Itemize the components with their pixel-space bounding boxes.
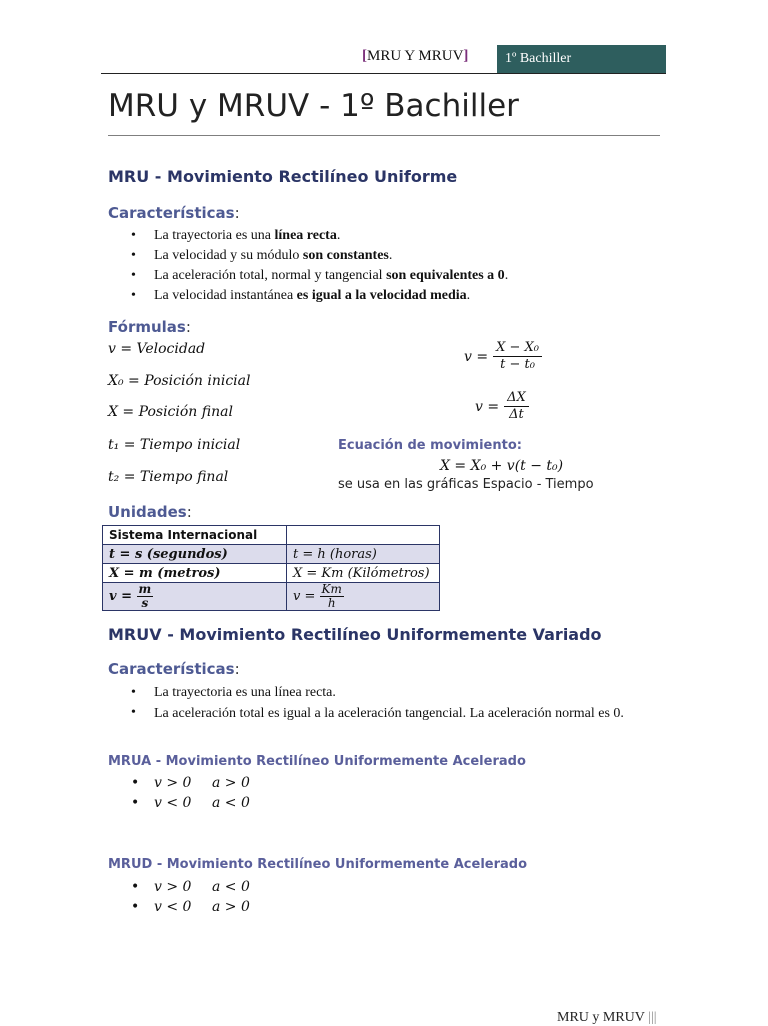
list-item: • v > 0 a < 0 bbox=[108, 877, 508, 897]
table-cell: v = $\frac{Km}{h}$ bbox=[287, 583, 440, 611]
page-footer: MRU y MRUV ||| bbox=[557, 1010, 657, 1025]
list-item: • La aceleración total, normal y tangencial son equivalentes a 0. bbox=[108, 266, 668, 286]
list-item: • La velocidad instantánea es igual a la velocidad media. bbox=[108, 286, 668, 306]
table-cell: t = h (horas) bbox=[287, 545, 440, 564]
mrua-list bbox=[108, 773, 508, 813]
table-cell: v = $\frac{m}{s}$ bbox=[103, 583, 287, 611]
list-item: • v < 0 a > 0 bbox=[108, 897, 508, 917]
mrud-heading: MRUD - Movimiento Rectilíneo Uniformemente Acelerado bbox=[108, 857, 528, 872]
def-posicion-inicial: X₀ = Posición inicial bbox=[108, 373, 251, 389]
def-velocidad: v = Velocidad bbox=[108, 341, 206, 357]
page-title: MRU y MRUV - 1º Bachiller bbox=[108, 88, 519, 124]
mrua-heading: MRUA - Movimiento Rectilíneo Uniformemente Acelerado bbox=[108, 754, 526, 769]
list-item: • La aceleración total es igual a la aceleración tangencial. La aceleración normal es 0. bbox=[108, 704, 653, 723]
table-header-cell: Sistema Internacional bbox=[103, 526, 287, 545]
table-row bbox=[103, 545, 440, 564]
header-rule bbox=[101, 73, 666, 74]
mruv-heading: MRUV - Movimiento Rectilíneo Uniformemente Variado bbox=[108, 625, 602, 644]
def-tiempo-final: t₂ = Tiempo final bbox=[108, 469, 229, 485]
mru-caracteristicas-heading: Características: bbox=[108, 204, 240, 222]
mruv-characteristics-list bbox=[108, 683, 653, 723]
def-posicion-final: X = Posición final bbox=[108, 404, 233, 420]
table-cell: t = s (segundos) bbox=[103, 545, 287, 564]
formula-delta: v = $\frac{\Delta X}{\Delta t}$ bbox=[475, 390, 529, 423]
running-header-title: [MRU Y MRUV] bbox=[362, 48, 469, 64]
formula-velocidad-media: v = $\frac{\text{X − X₀}}{\text{t − t₀}}$ bbox=[464, 340, 542, 373]
ecuacion-note: se usa en las gráficas Espacio - Tiempo bbox=[338, 477, 594, 492]
units-table bbox=[102, 525, 440, 611]
ecuacion-heading: Ecuación de movimiento: bbox=[338, 438, 522, 453]
table-cell: X = Km (Kilómetros) bbox=[287, 564, 440, 583]
list-item: • v < 0 a < 0 bbox=[108, 793, 508, 813]
table-row bbox=[103, 564, 440, 583]
ecuacion-movimiento: X = X₀ + v(t − t₀) bbox=[440, 458, 564, 474]
unidades-heading: Unidades: bbox=[108, 503, 192, 521]
def-tiempo-inicial: t₁ = Tiempo inicial bbox=[108, 437, 241, 453]
title-rule bbox=[108, 135, 660, 136]
list-item: • v > 0 a > 0 bbox=[108, 773, 508, 793]
running-header-badge: 1º Bachiller bbox=[497, 45, 666, 73]
table-cell: X = m (metros) bbox=[103, 564, 287, 583]
table-row bbox=[103, 583, 440, 611]
mru-formulas-heading: Fórmulas: bbox=[108, 318, 191, 336]
mru-characteristics-list bbox=[108, 226, 668, 306]
list-item: • La trayectoria es una línea recta. bbox=[108, 226, 668, 246]
mrud-list bbox=[108, 877, 508, 917]
list-item: • La velocidad y su módulo son constantes. bbox=[108, 246, 668, 266]
table-row bbox=[103, 526, 440, 545]
mru-heading: MRU - Movimiento Rectilíneo Uniforme bbox=[108, 167, 458, 186]
mruv-caracteristicas-heading: Características: bbox=[108, 660, 240, 678]
table-header-cell bbox=[287, 526, 440, 545]
list-item: • La trayectoria es una línea recta. bbox=[108, 683, 653, 703]
